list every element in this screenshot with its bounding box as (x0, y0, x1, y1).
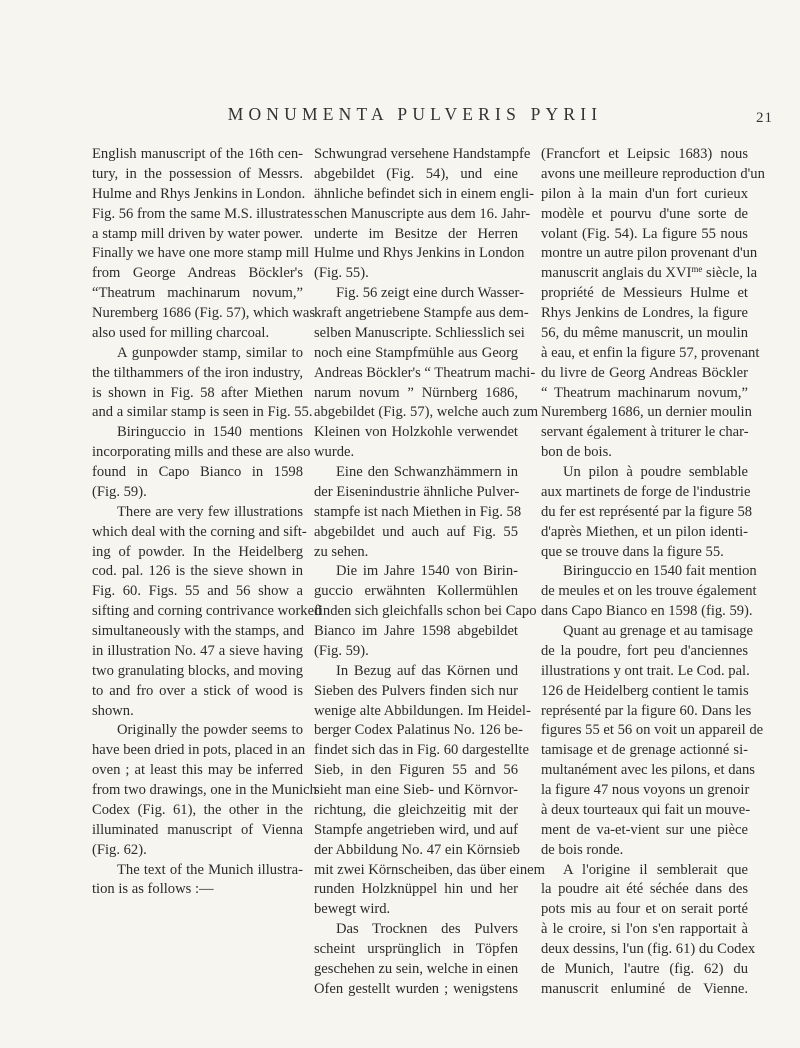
text-line: noch eine Stampfmühle aus Georg (314, 344, 518, 361)
text-line: Sieb, in den Figuren 55 and 56 (314, 762, 518, 779)
text-line: The text of the Munich illustra- (117, 861, 303, 878)
text-line (541, 264, 758, 284)
text-line: à eau, et enfin la figure 57, provenant (541, 344, 760, 361)
text-line: In Bezug auf das Körnen und (336, 662, 518, 679)
text-line: Schwungrad versehene Handstampfe (314, 146, 531, 162)
text-fragment: manuscrit anglais du XVI (541, 265, 692, 282)
text-line: propriété de Messieurs Hulme et (541, 285, 748, 302)
text-line: is shown in Fig. 58 after Miethen (92, 384, 303, 401)
text-line: There are very few illustrations (117, 503, 303, 520)
text-line: tion is as follows :— (92, 881, 214, 898)
text-line: scheint ursprünglich in Töpfen (314, 941, 518, 957)
text-line: montre un autre pilon provenant d'un (541, 245, 758, 262)
text-line: in illustration No. 47 a sieve having (92, 642, 303, 659)
text-line: Originally the powder seems to (117, 722, 303, 739)
text-line: pots mis au four et on serait porté (541, 901, 748, 918)
text-line: sifting and corning contrivance worked (92, 603, 322, 620)
text-line: abgebildet (Fig. 57), welche auch zum (314, 404, 539, 421)
text-fragment: siècle, la (702, 265, 758, 282)
text-line: bewegt wird. (314, 901, 391, 918)
text-line: Fig. 56 zeigt eine durch Wasser- (336, 285, 524, 302)
text-line: illustrations y ont trait. Le Cod. pal. (541, 662, 750, 679)
text-line: selben Manuscripte. Schliesslich sei (314, 324, 525, 341)
text-line: Kleinen von Holzkohle verwendet (314, 424, 518, 441)
text-line: Die im Jahre 1540 von Birin- (336, 563, 518, 580)
text-line: narum novum ” Nürnberg 1686, (314, 384, 518, 401)
text-line: servant également à triturer le char- (541, 424, 749, 441)
text-line: findet sich das in Fig. 60 dargestellte (314, 742, 529, 759)
text-line: wurde. (314, 444, 355, 461)
text-line: A l'origine il semblerait que (563, 861, 748, 878)
text-line: tamisage et de grenage actionné si- (541, 742, 748, 759)
text-line: avons une meilleure reproduction d'un (541, 165, 765, 182)
text-line: aux martinets de forge de l'industrie (541, 483, 751, 500)
text-line: Nuremberg 1686 (Fig. 57), which was (92, 305, 316, 321)
text-line: représenté par la figure 60. Dans les (541, 702, 752, 719)
text-line: Finally we have one more stamp mill (92, 245, 310, 262)
text-line: bon de bois. (541, 444, 612, 461)
text-line: schen Manuscripte aus dem 16. Jahr- (314, 205, 531, 222)
text-line: from George Andreas Böckler's (92, 265, 303, 282)
text-line: der Abbildung No. 47 ein Körnsieb (314, 841, 520, 858)
text-line: Codex (Fig. 61), the other in the (92, 801, 303, 818)
text-line: Fig. 60. Figs. 55 and 56 show a (92, 583, 303, 600)
text-line: ing of powder. In the Heidelberg (92, 543, 303, 560)
text-line: deux dessins, l'un (fig. 61) du Codex (541, 941, 756, 957)
text-line: Bianco im Jahre 1598 abgebildet (314, 623, 518, 639)
text-line: (Fig. 59). (314, 642, 369, 659)
text-line: Sieben des Pulvers finden sich nur (314, 682, 518, 699)
text-line: Ofen gestellt wurden ; wenigstens (314, 980, 518, 997)
text-line: two granulating blocks, and moving (92, 662, 303, 679)
text-line: modèle et pourvu d'une sorte de (541, 205, 748, 222)
text-line: shown. (92, 702, 134, 719)
text-line: ähnliche befindet sich in einem engli- (314, 185, 535, 202)
text-line: à le croire, si l'on s'en rapportait à (541, 921, 748, 938)
text-line: A gunpowder stamp, similar to (117, 344, 303, 361)
text-line: la poudre ait été séchée dans des (541, 881, 748, 898)
text-line: à deux tourteaux qui fait un mouve- (541, 801, 751, 818)
text-line: que se trouve dans la figure 55. (541, 543, 724, 560)
text-line: sieht man eine Sieb- und Körnvor- (314, 782, 518, 798)
text-line: d'après Miethen, et un pilon identi- (541, 523, 748, 540)
text-line: de Munich, l'autre (fig. 62) du (541, 960, 748, 977)
text-line: incorporating mills and these are also (92, 444, 311, 461)
text-line: “Theatrum machinarum novum,” (92, 285, 303, 302)
text-line: abgebildet und auch auf Fig. 55 (314, 523, 518, 540)
text-line: Rhys Jenkins de Londres, la figure (541, 305, 748, 321)
text-line: also used for milling charcoal. (92, 324, 270, 341)
text-line: richtung, die gleichzeitig mit der (314, 801, 518, 818)
text-line: illuminated manuscript of Vienna (92, 821, 303, 838)
text-line: 56, du même manuscrit, un moulin (541, 324, 748, 341)
text-line: “ Theatrum machinarum novum,” (541, 384, 748, 401)
page-number: 21 (756, 110, 773, 126)
text-line: Biringuccio en 1540 fait mention (563, 563, 757, 580)
text-line: (Fig. 55). (314, 265, 369, 282)
text-line: du livre de Georg Andreas Böckler (541, 364, 748, 381)
text-line: runden Holzknüppel hin und her (314, 881, 518, 898)
text-line: der Eisenindustrie ähnliche Pulver- (314, 483, 520, 500)
text-line: du fer est représenté par la figure 58 (541, 503, 753, 520)
text-line: have been dried in pots, placed in an (92, 742, 306, 759)
text-line: Fig. 56 from the same M.S. illustrates (92, 205, 313, 222)
text-line: (Fig. 62). (92, 841, 147, 858)
text-line: dans Capo Bianco en 1598 (fig. 59). (541, 603, 753, 620)
text-line: Hulme and Rhys Jenkins in London. (92, 185, 306, 202)
column-german (314, 145, 545, 1000)
running-head: MONUMENTA PULVERIS PYRII (227, 104, 603, 124)
text-line: de bois ronde. (541, 841, 624, 858)
text-line: simultaneously with the stamps, and (92, 623, 304, 639)
text-line: (Francfort et Leipsic 1683) nous (541, 146, 748, 162)
text-line: geschehen zu sein, welche in einen (314, 960, 519, 977)
text-line: Un pilon à poudre semblable (563, 464, 748, 480)
text-line: tury, in the possession of Messrs. (92, 165, 303, 182)
text-line: 126 de Heidelberg contient le tamis (541, 682, 749, 699)
text-line: Biringuccio in 1540 mentions (117, 424, 303, 441)
text-line: multanément avec les pilons, et dans (541, 762, 755, 779)
text-line: guccio erwähnten Kollermühlen (314, 583, 518, 600)
text-line: Eine den Schwanzhämmern in (336, 464, 518, 480)
text-line: abgebildet (Fig. 54), und eine (314, 165, 518, 182)
text-line: mit zwei Körnscheiben, das über einem (314, 861, 545, 878)
text-line: ment de va-et-vient sur une pièce (541, 821, 748, 838)
text-line: de la poudre, fort peu d'anciennes (541, 642, 748, 659)
text-line: found in Capo Bianco in 1598 (92, 464, 303, 480)
text-line: zu sehen. (314, 543, 369, 560)
text-line: volant (Fig. 54). La figure 55 nous (541, 225, 748, 242)
text-line: Quant au grenage et au tamisage (563, 623, 754, 639)
text-line: Hulme und Rhys Jenkins in London (314, 245, 525, 262)
text-line: which deal with the corning and sift- (92, 523, 307, 540)
column-english (92, 145, 322, 900)
text-line: Andreas Böckler's “ Theatrum machi- (314, 364, 536, 381)
text-line: Stampfe angetrieben wird, und auf (314, 821, 518, 838)
text-line: cod. pal. 126 is the sieve shown in (92, 563, 303, 580)
column-french (541, 145, 765, 1000)
text-line: a stamp mill driven by water power. (92, 225, 303, 242)
text-line: de meules et on les trouve également (541, 583, 757, 600)
text-line: finden sich gleichfalls schon bei Capo (314, 603, 537, 620)
text-line: Nuremberg 1686, un dernier moulin (541, 404, 752, 421)
text-line: stampfe ist nach Miethen in Fig. 58 (314, 503, 522, 520)
text-line: la figure 47 nous voyons un grenoir (541, 782, 750, 798)
text-line: figures 55 et 56 on voit un appareil de (541, 722, 764, 739)
text-line: the tilthammers of the iron industry, (92, 364, 303, 381)
text-line: oven ; at least this may be inferred (92, 762, 303, 779)
text-line: berger Codex Palatinus No. 126 be- (314, 722, 523, 739)
text-line: (Fig. 59). (92, 483, 147, 500)
text-line: wenige alte Abbildungen. Im Heidel- (314, 702, 531, 719)
text-line: and a similar stamp is seen in Fig. 55. (92, 404, 313, 421)
text-line: to and fro over a stick of wood is (92, 682, 303, 699)
text-line: underte im Besitze der Herren (314, 225, 518, 242)
text-line: kraft angetriebene Stampfe aus dem- (314, 305, 529, 321)
superscript: me (691, 264, 703, 275)
text-line: pilon à la main d'un fort curieux (541, 185, 748, 202)
text-line: from two drawings, one in the Munich (92, 782, 317, 798)
text-line: manuscrit enluminé de Vienne. (541, 980, 748, 997)
text-line: English manuscript of the 16th cen- (92, 146, 303, 162)
text-line: Das Trocknen des Pulvers (336, 921, 518, 938)
